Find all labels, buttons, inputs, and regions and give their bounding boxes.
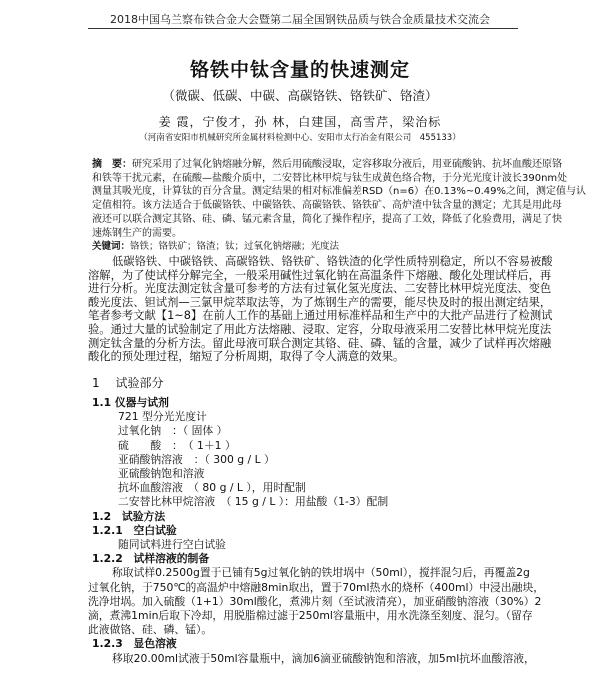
keywords-text: 铬铁；铬铁矿；铬渣；钛；过氧化钠熔融；光度法	[130, 241, 340, 252]
authors: 姜 霞，宁俊才，孙 林，白建国，高雪芹，梁治标	[158, 115, 442, 129]
abstract-line: 速炼钢生产的需要。	[92, 227, 182, 239]
intro-line: 验。通过大量的试验制定了用此方法熔融、浸取、定容，分取母液采用二安替比林甲烷光度法	[88, 322, 552, 336]
preparation-line: 此液做铬、硅、磷、锰）。	[88, 623, 213, 637]
intro-line: 测定钛含量的分析方法。留此母液可联合测定其铬、硅、磷、锰的含量，减少了试样再次熔融	[88, 336, 552, 350]
color-solution-line: 移取20.00ml试液于50ml容量瓶中，滴加6滴亚硫酸钠饱和溶液，加5ml抗坏血酸溶液，	[112, 651, 535, 665]
preparation-line: 滴，煮沸1min后取下冷却，用脱脂棉过滤于250ml容量瓶中，用水洗涤至刻度、混匀。（留存	[88, 609, 533, 623]
abstract	[92, 158, 586, 240]
section-heading-1: 1 试验部分	[92, 376, 164, 390]
reagent-item: 721 型分光光度计	[118, 410, 207, 424]
heading-1-2-3: 1.2.3 显色溶液	[92, 637, 177, 651]
intro-line: 酸化的预处理过程，缩短了分析周期，取得了令人满意的效果。	[88, 350, 405, 364]
intro-line: 笔者参考文献【1~8】在前人工作的基础上通过用标准样品和生产中的大批产品进行了检测试	[88, 309, 553, 323]
abstract-line: 测量其吸光度，计算钛的百分含量。测定结果的相对标准偏差RSD（n=6）在0.13%~0.49%之间，测定值与认	[92, 186, 586, 198]
abstract-line: 液还可以联合测定其铬、硅、磷、锰元素含量，简化了操作程序，提高了工效，降低了化验费用，满足了快	[92, 213, 562, 225]
keywords	[92, 240, 339, 254]
heading-1-1: 1.1 仪器与试剂	[92, 396, 169, 409]
abstract-line: 和铁等干扰元素，在硫酸—盐酸介质中，二安替比林甲烷与钛生成黄色络合物，于分光光度计波长390nm处	[92, 172, 568, 184]
paper-title: 铬铁中钛含量的快速测定	[189, 59, 410, 81]
paper-subtitle: （微碳、低碳、中碳、高碳铬铁、铬铁矿、铬渣）	[162, 88, 438, 103]
reagent-item: 亚硫酸钠饱和溶液	[118, 467, 205, 481]
conference-header: 2018中国乌兰察布铁合金大会暨第二届全国钢铁品质与铁合金质量技术交流会	[110, 13, 490, 26]
experimental-section	[88, 396, 545, 666]
affiliation: （河南省安阳市机械研究所金属材料检测中心、安阳市太行冶金有限公司 455133）	[139, 133, 461, 143]
preparation-line: 洗净坩埚。加入硫酸（1+1）30ml酸化，煮沸片刻（至试液清亮），加亚硝酸钠溶液（30%）2	[88, 594, 542, 608]
introduction	[88, 255, 553, 364]
reagent-item: 过氧化钠 ：（ 固体 ）	[118, 424, 228, 438]
abstract-label: 摘 要：	[92, 159, 132, 170]
blank-test-text: 随同试料进行空白试验	[118, 538, 226, 552]
intro-line: 低碳铬铁、中碳铬铁、高碳铬铁、铬铁矿、铬铁渣的化学性质特别稳定，所以不容易被酸	[112, 255, 553, 268]
intro-line: 溶解，为了使试样分解完全，一般采用碱性过氧化钠在高温条件下熔融、酸化处理试样后，再	[88, 268, 552, 282]
reagent-item: 二安替比林甲烷溶液 （ 15 g / L ）：用盐酸（1-3）配制	[118, 495, 389, 509]
preparation-line: 过氧化钠，于750℃的高温炉中熔融8min取出，置于70ml热水的烧杯（400ml）中浸出融块，	[88, 580, 545, 594]
reagent-item: 硫 酸 ： （ 1＋1 ）	[118, 438, 236, 452]
reagent-item: 抗坏血酸溶液 （ 80 g / L ），用时配制	[118, 481, 306, 495]
abstract-line: 定值相符。该方法适合于低碳铬铁、中碳铬铁、高碳铬铁、铬铁矿、高炉渣中钛含量的测定；尤其是用此母	[92, 200, 562, 212]
reagent-item: 亚硝酸钠溶液 ：（ 300 g / L ）	[118, 452, 275, 466]
keywords-label: 关键词：	[92, 241, 131, 252]
intro-line: 酸光度法、钽试剂—三氯甲烷萃取法等，为了炼钢生产的需要，能尽快及时的报出测定结果，	[88, 295, 552, 309]
heading-1-2-1: 1.2.1 空白试验	[92, 523, 177, 537]
heading-1-2-2: 1.2.2 试样溶液的制备	[92, 552, 210, 566]
heading-1-2: 1.2 试验方法	[92, 509, 166, 523]
abstract-line: 研究采用了过氧化钠熔融分解，然后用硫酸浸取，定容移取分液后，用亚硫酸钠、抗坏血酸还原铬	[132, 159, 562, 170]
header-rule	[88, 28, 518, 29]
intro-line: 进行分析。光度法测定钛含量可参考的方法有过氧化氢光度法、二安替比林甲烷光度法、变色	[88, 282, 552, 296]
preparation-line: 称取试样0.2500g置于已铺有5g过氧化钠的铁坩埚中（50ml），搅拌混匀后，再覆盖2g	[112, 566, 530, 580]
